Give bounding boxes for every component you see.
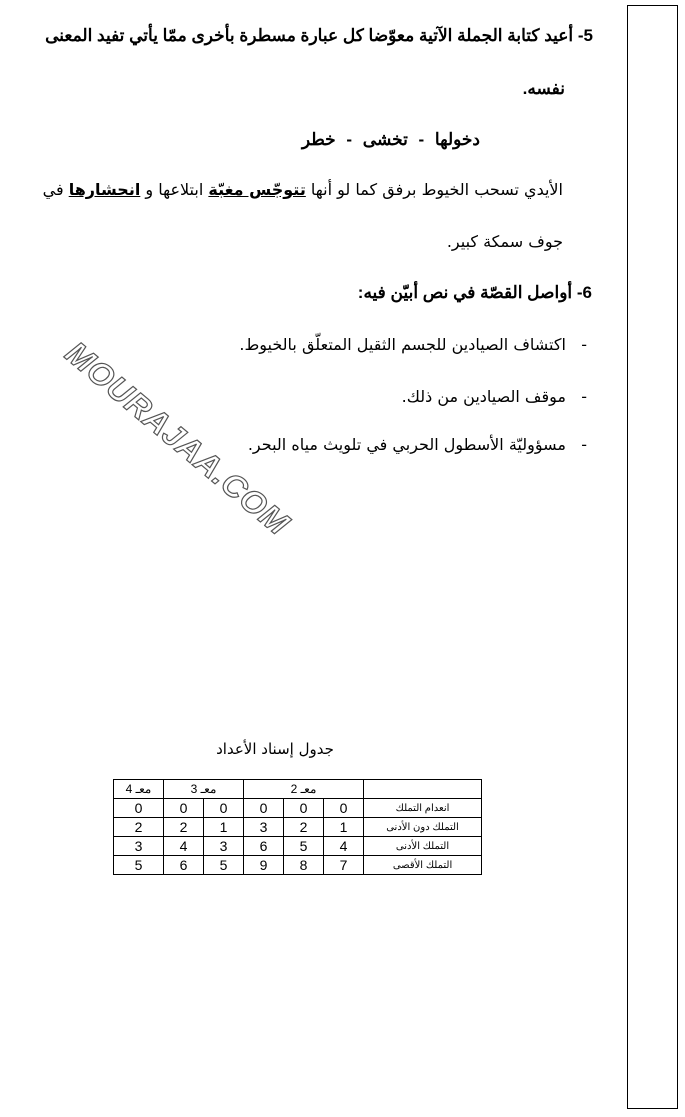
score-cell: 7 [324,856,364,875]
score-cell: 0 [324,799,364,818]
score-cell: 9 [244,856,284,875]
q6-bullet-2 [402,387,587,406]
sentence-part-1: الأيدي تسحب الخيوط برفق كما لو أنها [305,180,563,199]
sentence-part-3: في [42,180,69,199]
header-cell-criterion-4: معـ 4 [114,780,164,799]
bullet-text: موقف الصيادين من ذلك. [401,387,566,406]
score-cell: 0 [164,799,204,818]
q5-line-1: 5- أعيد كتابة الجملة الآتية معوّضا كل عبارة مسطرة بأخرى ممّا يأتي تفيد المعنى [45,26,593,45]
underlined-phrase-1: تتوجّس مغبّة [208,180,306,199]
score-cell: 3 [244,818,284,837]
bullet-mark: - [581,435,587,454]
table-title: جدول إسناد الأعداد [216,740,334,758]
margin-column [627,5,678,1109]
score-cell: 5 [284,837,324,856]
watermark-logo: MOURAJAA.COM [58,334,297,543]
score-cell: 1 [204,818,244,837]
row-label: التملك الأقصى [364,856,482,875]
score-cell: 3 [114,837,164,856]
score-cell: 2 [164,818,204,837]
header-cell-criterion-3: معـ 3 [164,780,244,799]
row-label: التملك الأدنى [364,837,482,856]
score-cell: 6 [164,856,204,875]
bullet-mark: - [581,387,587,406]
q6-title: 6- أواصل القصّة في نص أبيّن فيه: [357,283,592,302]
q5-word-options: دخولها - تخشى - خطر [301,130,480,149]
bullet-mark: - [581,335,587,354]
table-row [114,856,482,875]
row-label: التملك دون الأدنى [364,818,482,837]
score-cell: 2 [114,818,164,837]
score-cell: 5 [204,856,244,875]
score-cell: 4 [164,837,204,856]
row-label: انعدام التملك [364,799,482,818]
score-cell: 0 [204,799,244,818]
score-cell: 0 [244,799,284,818]
table-row [114,818,482,837]
score-cell: 6 [244,837,284,856]
sentence-part-2: ابتلاعها و [140,180,209,199]
table-header-row [114,780,482,799]
table-row [114,837,482,856]
score-cell: 2 [284,818,324,837]
score-cell: 1 [324,818,364,837]
score-cell: 0 [284,799,324,818]
q5-line-2: نفسه. [522,79,565,98]
score-cell: 3 [204,837,244,856]
grading-table [113,779,482,875]
header-cell-empty [364,780,482,799]
q5-sentence-line-1 [43,180,563,199]
score-cell: 0 [114,799,164,818]
q6-bullet-1 [239,335,587,354]
score-cell: 4 [324,837,364,856]
q6-bullet-3 [248,435,587,454]
score-cell: 8 [284,856,324,875]
table-row [114,799,482,818]
score-cell: 5 [114,856,164,875]
q5-sentence-line-2: جوف سمكة كبير. [446,232,563,251]
bullet-text: اكتشاف الصيادين للجسم الثقيل المتعلّق بالخيوط. [239,335,566,354]
bullet-text: مسؤوليّة الأسطول الحربي في تلويث مياه البحر. [247,435,566,454]
header-cell-criterion-2: معـ 2 [244,780,364,799]
underlined-phrase-2: انحشارها [68,180,141,199]
